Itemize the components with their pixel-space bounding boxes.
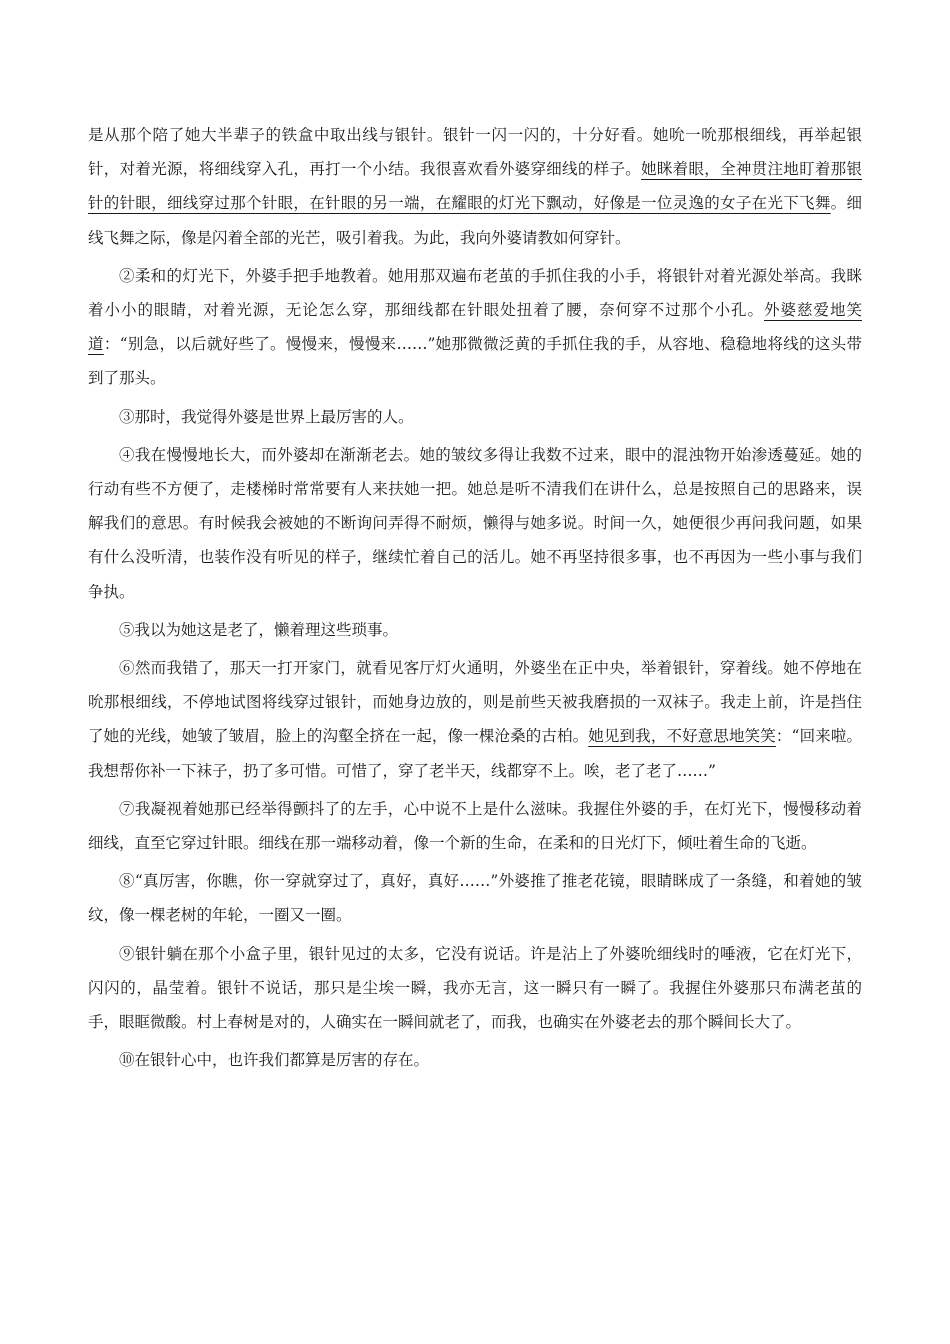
text-run: ⑤我以为她这是老了，懒着理这些琐事。 (119, 620, 399, 639)
text-run: ②柔和的灯光下，外婆手把手地教着。她用那双遍布老茧的手抓住我的小手，将银针对着光源处举高。我眯着小小的眼睛，对着光源，无论怎么穿，那细线都在针眼处扭着了腰，奈何穿不过那个小孔。 (88, 266, 862, 320)
paragraph (88, 1043, 862, 1077)
text-run: 是从那个陪了她大半辈子的铁盒中取出线与银针。银针一闪一闪的，十分好看。她吮一吮那根细线，再举起银针，对着光源，将细线穿入孔，再打一个小结。我很喜欢看外婆穿细线的样子。 (88, 126, 862, 179)
paragraph (88, 400, 862, 434)
paragraph (88, 613, 862, 647)
paragraph (88, 118, 862, 255)
underlined-phrase: 她见到我，不好意思地笑笑 (588, 727, 776, 746)
paragraph (88, 864, 862, 932)
document-body (88, 118, 862, 1077)
text-run: ③那时，我觉得外婆是世界上最厉害的人。 (119, 407, 414, 426)
text-run: ：“回来啦。我想帮你补一下袜子，扔了多可惜。可惜了，穿了老半天，线都穿不上。唉，老了老了……” (88, 727, 862, 780)
text-run: ⑧“真厉害，你瞧，你一穿就穿过了，真好，真好……”外婆推了推老花镜，眼睛眯成了一条缝，和着她的皱纹，像一棵老树的年轮，一圈又一圈。 (88, 872, 862, 925)
text-run: ④我在慢慢地长大，而外婆却在渐渐老去。她的皱纹多得让我数不过来，眼中的混浊物开始渗透蔓延。她的行动有些不方便了，走楼梯时常常要有人来扶她一把。她总是听不清我们在讲什么，总是按照自己的思路来，误解我们的意思。有时候我会被她的不断询问弄得不耐烦，懒得与她多说。时间一久，她便很少再问我问题，如果有什么没听清，也装作没有听见的样子，继续忙着自己的活儿。她不再坚持很多事，也不再因为一些小事与我们争执。 (88, 445, 862, 601)
paragraph (88, 438, 862, 609)
paragraph (88, 651, 862, 788)
underlined-phrase: 她眯着眼，全神贯注地盯着那银针的针眼，细线穿过那个针眼，在针眼的另一端，在耀眼的灯光下飘动，好像是一位灵逸的女子在光下飞舞 (88, 160, 862, 213)
text-run: ⑥然而我错了，那天一打开家门，就看见客厅灯火通明，外婆坐在正中央，举着银针，穿着线。她不停地在吮那根细线，不停地试图将线穿过银针，而她身边放的，则是前些天被我磨损的一双袜子。我走上前，许是挡住了她的光线，她皱了皱眉，脸上的沟壑全挤在一起，像一棵沧桑的古柏。 (88, 659, 862, 746)
text-run: ：“别急，以后就好些了。慢慢来，慢慢来……”她那微微泛黄的手抓住我的手，从容地、稳稳地将线的这头带到了那头。 (88, 335, 862, 388)
text-run: 。细线飞舞之际，像是闪着全部的光芒，吸引着我。为此，我向外婆请教如何穿针。 (88, 194, 862, 247)
text-run: ⑩在银针心中，也许我们都算是厉害的存在。 (119, 1051, 430, 1070)
underlined-phrase: 外婆慈爱地笑道 (88, 301, 862, 354)
paragraph (88, 937, 862, 1040)
text-run: ⑦我凝视着她那已经举得颤抖了的左手，心中说不上是什么滋味。我握住外婆的手，在灯光下，慢慢移动着细线，直至它穿过针眼。细线在那一端移动着，像一个新的生命，在柔和的日光灯下，倾吐着生命的飞逝。 (88, 799, 862, 853)
text-run: ⑨银针躺在那个小盒子里，银针见过的太多，它没有说话。许是沾上了外婆吮细线时的唾液，它在灯光下，闪闪的，晶莹着。银针不说话，那只是尘埃一瞬，我亦无言，这一瞬只有一瞬了。我握住外婆那只布满老茧的手，眼眶微酸。村上春树是对的，人确实在一瞬间就老了，而我，也确实在外婆老去的那个瞬间长大了。 (88, 944, 862, 1032)
paragraph (88, 259, 862, 396)
paragraph (88, 792, 862, 860)
